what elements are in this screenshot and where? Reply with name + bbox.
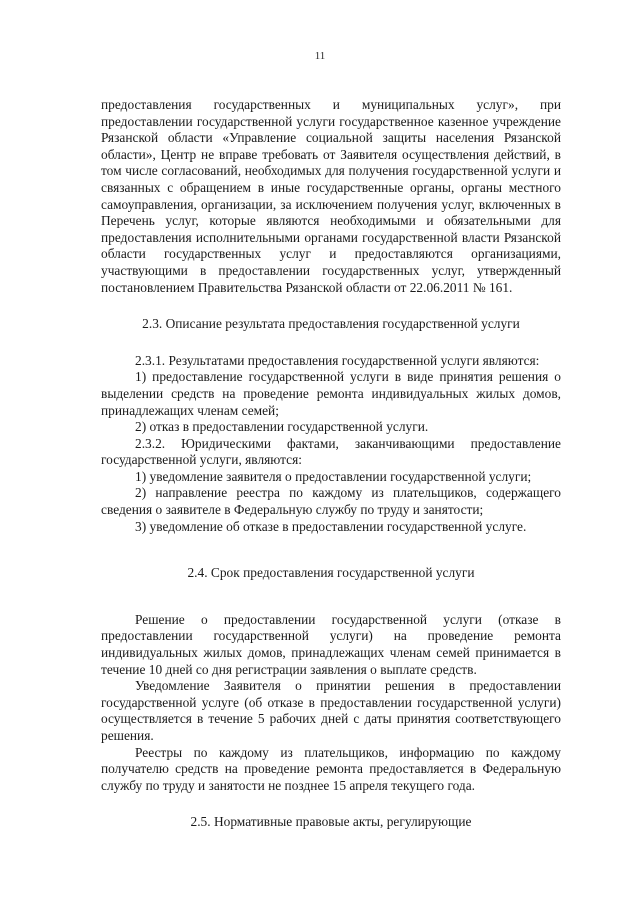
intro-paragraph: предоставления государственных и муниципальных услуг», при предоставлении государственной услуги государственное казенное учреждение Рязанской области «Управление социальной защиты населения Рязанской области», Центр не вправе требовать от Заявителя осуществления действий, в том числе согласований, необходимых для получения государственной услуги и связанных с обращением в иные государственные органы, органы местного самоуправления, организации, за исключением получения услуг, включенных в Перечень услуг, которые являются необходимыми и обязательными для предоставления исполнительными органами государственной власти Рязанской области государственных услуг и предоставляются организациями, участвующими в предоставлении государственных услуг, утвержденный постановлением Правительства Рязанской области от 22.06.2011 № 161.: [101, 97, 561, 295]
section-2-4-heading: 2.4. Срок предоставления государственной услуги: [187, 565, 475, 581]
page-body: [101, 97, 561, 831]
fact-item-2: 2) направление реестра по каждому из плательщиков, содержащего сведения о заявителе в Федеральную службу по труду и занятости;: [101, 485, 561, 518]
term-paragraph-3: Реестры по каждому из плательщиков, информацию по каждому получателю средств на проведение ремонта предоставляется в Федеральную службу по труду и занятости не позднее 15 апреля текущего года.: [101, 744, 561, 793]
paragraph-2-3-1: 2.3.1. Результатами предоставления государственной услуги являются:: [135, 352, 540, 368]
result-item-1: 1) предоставление государственной услуги в виде принятия решения о выделении средств на проведение ремонта индивидуальных жилых домов, принадлежащих членам семей;: [101, 369, 561, 418]
result-item-2: 2) отказ в предоставлении государственной услуги.: [135, 419, 429, 435]
term-paragraph-2: Уведомление Заявителя о принятии решения в предоставлении государственной услуге (об отказе в предоставлении государственной услуги) осуществляется в течение 5 рабочих дней с даты принятия соответствующего решения.: [101, 678, 561, 743]
section-2-3-heading: 2.3. Описание результата предоставления государственной услуги: [142, 316, 520, 332]
term-paragraph-1: Решение о предоставлении государственной услуги (отказе в предоставлении государственной услуги) на проведение ремонта индивидуальных жилых домов, принадлежащих членам семей принимается в течение 10 дней со дня регистрации заявления о выплате средств.: [101, 611, 561, 677]
section-2-5-heading: 2.5. Нормативные правовые акты, регулирующие: [190, 814, 472, 830]
fact-item-3: 3) уведомление об отказе в предоставлении государственной услуге.: [135, 518, 527, 534]
fact-item-1: 1) уведомление заявителя о предоставлении государственной услуги;: [135, 468, 532, 484]
page-number: 11: [314, 50, 326, 62]
paragraph-2-3-2: 2.3.2. Юридическими фактами, заканчивающими предоставление государственной услуги, являются:: [101, 435, 561, 468]
